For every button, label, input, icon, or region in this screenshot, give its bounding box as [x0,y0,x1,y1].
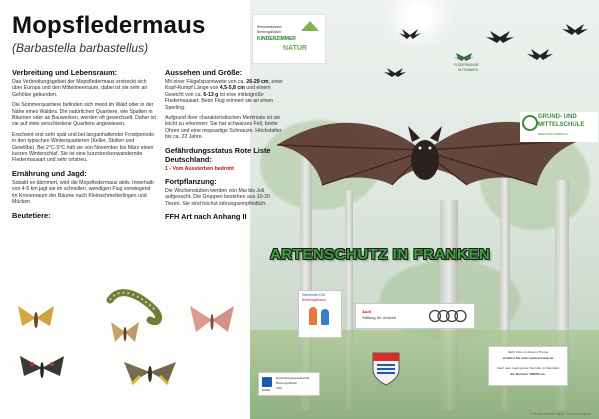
text-run: 6-13 g [203,91,219,98]
page-title: Mopsfledermaus [12,12,206,39]
logo-text: GRUND- UND [538,114,577,120]
paragraph: Das Verbreitungsgebiet der Mopsfledermaus erstreckt sich über Europa und den Mittelmeerraum, dabei ist sie sehr an Gehölze gebunden. [12,79,148,98]
paragraph: Sobald es dämmert, wird die Mopsfledermaus aktiv. Innerhalb von 4-5 km jagt sie im schnellen, wendigen Flug vorwiegend im Kronenraum der Bäume nach Kleinschmetterlingen und Mücken. [12,179,154,206]
moth-illustration [111,322,139,342]
logo-text: Audi [362,309,371,314]
moth-illustration [18,306,54,328]
caterpillar-illustration [110,293,159,322]
kita-logo [298,290,342,338]
bat-silhouette [399,29,421,39]
paragraph: Die Wochenstuben werden von Mai bis Juli aufgesucht. Die Gruppen bestehen aus 10-20 Tieren. Sie sind höchst störungsempfindlich. [165,188,270,207]
bat-silhouette [486,31,514,43]
section-heading: Gefährdungsstatus Rote Liste Deutschland: [165,145,271,164]
logo-text: Stiftung für Umwelt [362,315,396,320]
bat-silhouette [562,24,588,35]
paragraph: Aufgrund ihrer charakteristischen Merkmale ist sie leicht zu erkennen: Sie hat schwarzes Fell, breite Ohren und eine mopsartige Schnauze. Höchstalter bis ca. 22 Jahre. [165,115,282,141]
text-run: 4,5-5,8 cm [219,85,245,92]
children-icon [309,307,317,325]
section-heading: Beutetiere: [12,210,51,220]
logo-text: Breitengüßbach [302,298,326,302]
note-text: Mehr Infos zu diesem Thema [507,350,548,354]
text-run: Mit einer Flügelspannweite von ca. [165,79,247,85]
bat-silhouette [527,49,553,60]
coat-of-arms-icon [372,352,400,386]
info-note [488,346,568,386]
logo-text: KINDERZIMMER [257,36,296,42]
kinderzimmer-natur-logo [252,14,326,64]
ebs-emblem-icon [262,377,272,387]
fledermaus-franken-logo [452,52,498,78]
logo-text: NATUR [283,45,307,52]
text-run: , einer Kopf-Rumpf Länge von [165,79,283,92]
audi-stiftung-logo [355,303,475,329]
page-subtitle: (Barbastella barbastellus) [12,41,149,55]
section-heading: Fortpflanzung: [165,177,217,187]
section-heading: Ernährung und Jagd: [12,168,87,178]
paragraph: Die Sommerquartiere befinden sich meist im Wald oder in der Nähe eines Waldes. Die natürlichen Quartiere, wie Spalten in Bäumen oder an Bauwerken, werden oft gewechselt. Daher ist sie auf viele verschiedene Quartiere angewiesen. [12,102,156,128]
text-run: ist eine mittelgroße Fledermausart. Beim Flug erinnert sie an einen Sperling. [165,91,274,111]
note-text: erhalten Sie unter www.arf-wup.de [502,356,554,360]
logo-text: Breitengüßbach [276,381,298,385]
logo-text: Entwicklungsgesellschaft [276,376,310,380]
status-text: 1 - Vom Aussterben bedroht [165,165,234,172]
school-logo [520,112,598,142]
paragraph: Erscheint erst sehr spät und bei langanhaltender Frostperiode in den typischen Winterquartieren (Keller, Stollen und Gewölbe). Bei 2°C-5°C hält sie von November bis März einen kurzen Winterschlaf. Sie ist eine kurzstreckenwandernde Fledermausart und sehr ortstreu. [12,131,155,164]
text-column-1 [12,68,157,222]
audi-rings-icon [428,309,468,323]
section-heading: Verbreitung und Lebensraum: [12,68,118,77]
note-text: Nach dem Login geben Sie bitte im Menüfeld [497,366,559,370]
bat-silhouette [384,68,406,77]
logo-text: IN FRANKEN [458,68,478,72]
bat-icon [454,52,474,62]
logo-text: Streuobstwiesen [257,25,283,29]
house-icon [301,21,319,31]
moth-illustration [124,362,176,384]
children-icon [321,309,329,325]
logo-text: mbH [276,386,283,390]
prey-illustrations [0,280,250,419]
logo-text: Breitengüßbach [257,30,281,34]
logo-text: MITTELSCHULE [538,122,585,128]
logo-text: FLEDERMÄUSE [454,63,479,67]
moth-illustration [190,306,234,332]
logo-text: BREITENGÜSSBACH [538,132,568,136]
logo-text: Gemeinde KiTa [302,293,326,297]
logo-text: EGBE [262,388,271,392]
ebs-logo [258,372,320,396]
campaign-banner: ARTENSCHUTZ IN FRANKEN [270,246,491,263]
footer-credit: © Kinderzimmer Natur · www.arf-wup.de [530,412,591,416]
note-text: die Nummer 100555 ein. [510,372,546,376]
school-emblem-icon [522,115,538,131]
text-run: und einem Gewicht von ca. [165,85,271,98]
text-run: 26-29 cm [246,79,269,85]
moth-illustration [20,356,64,378]
section-heading: Aussehen und Größe: [165,68,243,77]
section-heading: FFH Art nach Anhang II [165,212,247,222]
